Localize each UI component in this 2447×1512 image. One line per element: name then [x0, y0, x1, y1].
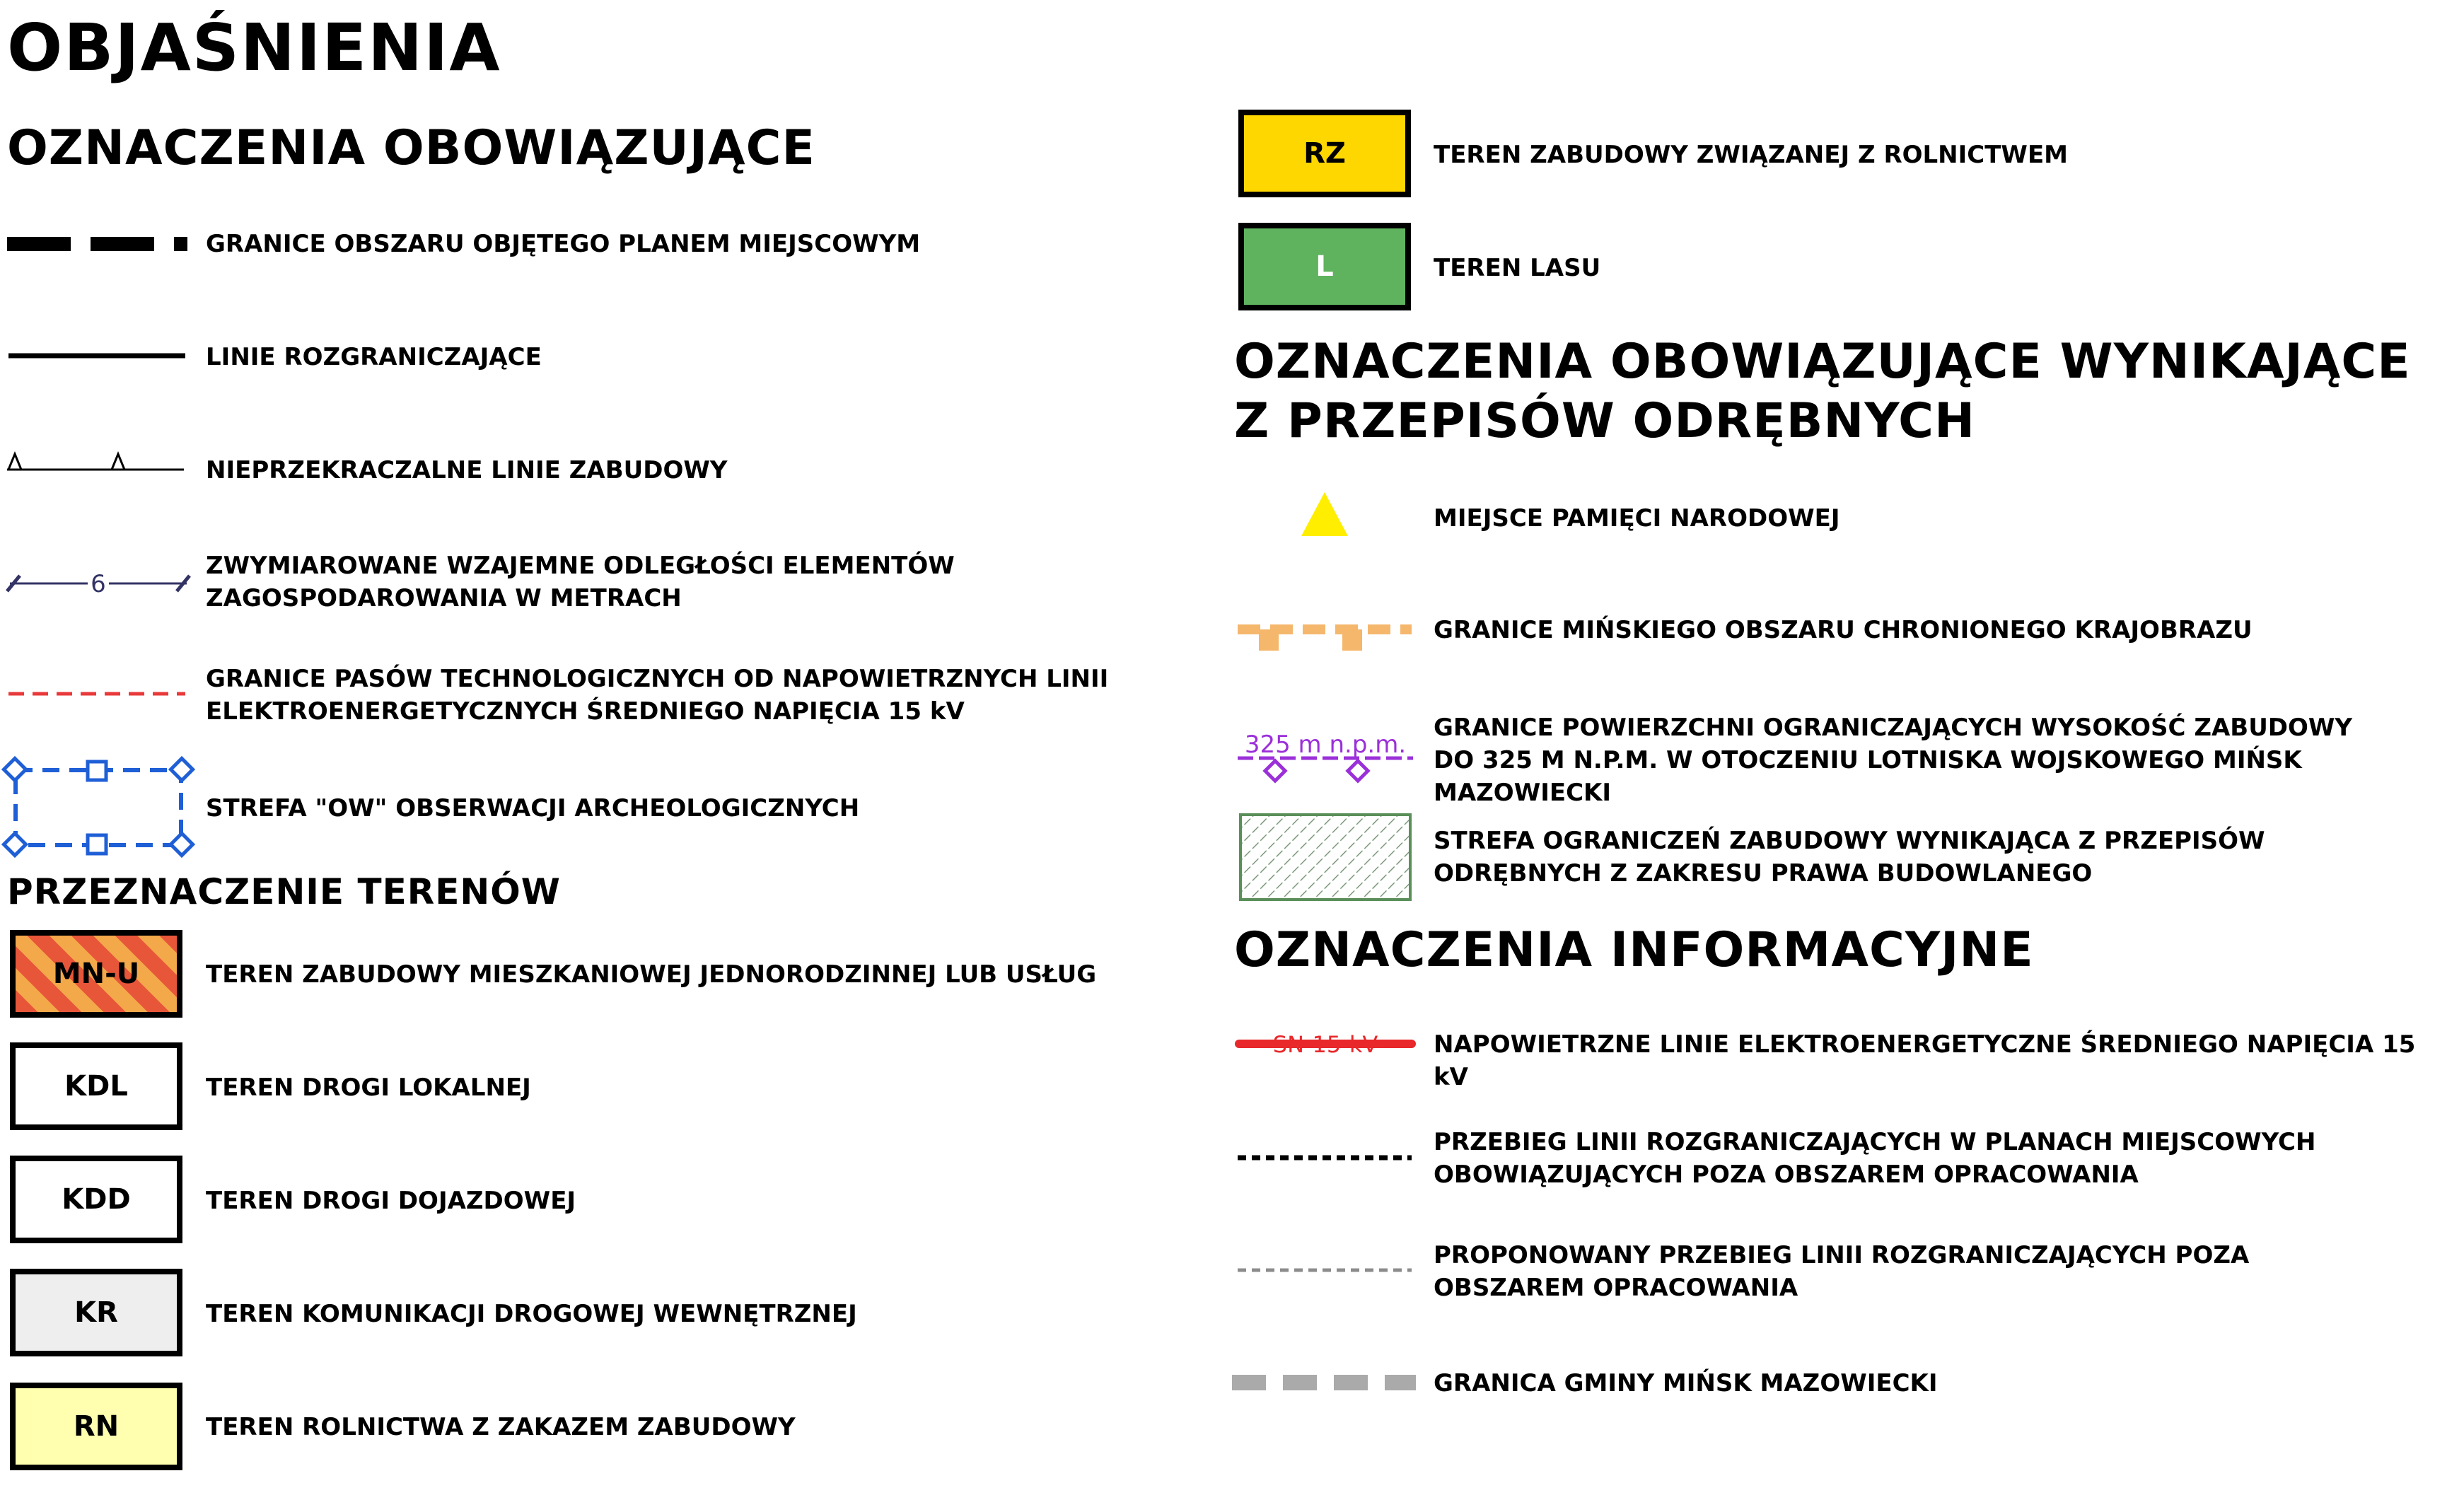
- legend-label: [1434, 825, 2265, 890]
- legend-label: TEREN DROGI LOKALNEJ: [206, 1074, 531, 1102]
- solid-line-icon: [8, 352, 185, 359]
- gray-dashed-boundary-icon: [1232, 1375, 1416, 1390]
- legend-label: GRANICA GMINY MIŃSK MAZOWIECKI: [1434, 1369, 1938, 1397]
- legend-label-line: PRZEBIEG LINII ROZGRANICZAJĄCYCH W PLANACH MIEJSCOWYCH: [1434, 1128, 2316, 1156]
- gray-dotted-line-icon: [1238, 1267, 1412, 1273]
- section-title-binding: OZNACZENIA OBOWIĄZUJĄCE: [7, 120, 816, 176]
- dimension-line-icon: [7, 566, 191, 601]
- land-use-box-l: [1238, 223, 1411, 310]
- legend-label: NIEPRZEKRACZALNE LINIE ZABUDOWY: [206, 456, 728, 484]
- power-line-value: SN-15-kV: [1272, 1031, 1378, 1058]
- legend-label: TEREN DROGI DOJAZDOWEJ: [206, 1187, 576, 1215]
- legend-label: STREFA "OW" OBSERWACJI ARCHEOLOGICZNYCH: [206, 794, 860, 822]
- section-title-line: OZNACZENIA OBOWIĄZUJĄCE WYNIKAJĄCE: [1234, 334, 2411, 390]
- land-use-box-kdd: [10, 1156, 182, 1243]
- yellow-triangle-icon: [1301, 492, 1348, 536]
- section-title-land-use: PRZEZNACZENIE TERENÓW: [7, 871, 561, 912]
- orange-boundary-icon: [1238, 622, 1412, 655]
- land-use-code: KDD: [62, 1183, 131, 1216]
- legend-label-line: DO 325 M N.P.M. W OTOCZENIU LOTNISKA WOJSKOWEGO MIŃSK MAZOWIECKI: [1434, 746, 2302, 807]
- legend-label: TEREN KOMUNIKACJI DROGOWEJ WEWNĘTRZNEJ: [206, 1300, 857, 1328]
- legend-label-line: GRANICE POWIERZCHNI OGRANICZAJĄCYCH WYSOKOŚĆ ZABUDOWY: [1434, 714, 2353, 742]
- legend-label-line: ODRĘBNYCH Z ZAKRESU PRAWA BUDOWLANEGO: [1434, 859, 2093, 888]
- legend-label-line: ELEKTROENERGETYCZNYCH ŚREDNIEGO NAPIĘCIA 15 kV: [206, 697, 965, 726]
- height-value: 325 m n.p.m.: [1244, 731, 1407, 759]
- section-title-other-regulations: [1234, 332, 2411, 451]
- land-use-code: L: [1315, 250, 1334, 283]
- legend-label-line: OBSZAREM OPRACOWANIA: [1434, 1274, 1798, 1302]
- legend-label: TEREN ZABUDOWY ZWIĄZANEJ Z ROLNICTWEM: [1434, 141, 2068, 169]
- legend-label: [1434, 1239, 2249, 1304]
- land-use-box-rn: [10, 1383, 182, 1470]
- legend-label: TEREN ZABUDOWY MIESZKANIOWEJ JEDNORODZINNEJ LUB USŁUG: [206, 960, 1097, 989]
- legend-label: TEREN LASU: [1434, 254, 1601, 282]
- legend-label-line: GRANICE PASÓW TECHNOLOGICZNYCH OD NAPOWIETRZNYCH LINII: [206, 665, 1109, 693]
- land-use-box-kr: [10, 1269, 182, 1356]
- legend-label: GRANICE MIŃSKIEGO OBSZARU CHRONIONEGO KRAJOBRAZU: [1434, 616, 2253, 644]
- legend-label: TEREN ROLNICTWA Z ZAKAZEM ZABUDOWY: [206, 1413, 796, 1441]
- land-use-box-kdl: [10, 1042, 182, 1130]
- legend-label-line: PROPONOWANY PRZEBIEG LINII ROZGRANICZAJĄCYCH POZA: [1434, 1241, 2250, 1269]
- legend-label: MIEJSCE PAMIĘCI NARODOWEJ: [1434, 504, 1840, 533]
- legend-label: [1434, 711, 2447, 809]
- land-use-box-rz: [1238, 110, 1411, 197]
- land-use-code: RN: [73, 1410, 120, 1443]
- legend-label: GRANICE OBSZARU OBJĘTEGO PLANEM MIEJSCOWYM: [206, 230, 921, 258]
- thick-dashed-line-icon: [7, 233, 187, 255]
- land-use-code: MN-U: [52, 958, 140, 990]
- legend-label-line: ZWYMIAROWANE WZAJEMNE ODLEGŁOŚCI ELEMENTÓW: [206, 552, 955, 580]
- legend-label-line: STREFA OGRANICZEŃ ZABUDOWY WYNIKAJĄCA Z PRZEPISÓW: [1434, 827, 2265, 855]
- blue-dashed-zone-icon: [6, 760, 191, 855]
- legend-label-line: ZAGOSPODAROWANIA W METRACH: [206, 584, 682, 612]
- legend-label: [206, 549, 955, 615]
- legend-label: [1434, 1126, 2315, 1191]
- land-use-code: RZ: [1303, 137, 1346, 170]
- land-use-code: KDL: [64, 1070, 128, 1103]
- red-dashed-line-icon: [8, 690, 185, 697]
- section-title-informational: OZNACZENIA INFORMACYJNE: [1234, 922, 2034, 978]
- legend-label: NAPOWIETRZNE LINIE ELEKTROENERGETYCZNE ŚREDNIEGO NAPIĘCIA 15 kV: [1434, 1030, 2416, 1091]
- legend-label: [206, 663, 1108, 728]
- purple-height-line-icon: [1236, 728, 1414, 786]
- land-use-box-mn-u: [10, 930, 182, 1018]
- legend-title: OBJAŚNIENIA: [7, 10, 501, 86]
- land-use-code: KR: [74, 1296, 118, 1329]
- legend-label-line: OBOWIĄZUJĄCYCH POZA OBSZAREM OPRACOWANIA: [1434, 1161, 2139, 1189]
- red-power-line-icon: [1236, 1030, 1414, 1058]
- legend-label: LINIE ROZGRANICZAJĄCE: [206, 343, 542, 371]
- section-title-line: Z PRZEPISÓW ODRĘBNYCH: [1234, 393, 1975, 449]
- hatched-zone-icon: [1239, 813, 1412, 901]
- triangle-line-icon: [7, 450, 184, 474]
- dimension-value: 6: [91, 570, 106, 598]
- black-dotted-line-icon: [1238, 1154, 1412, 1161]
